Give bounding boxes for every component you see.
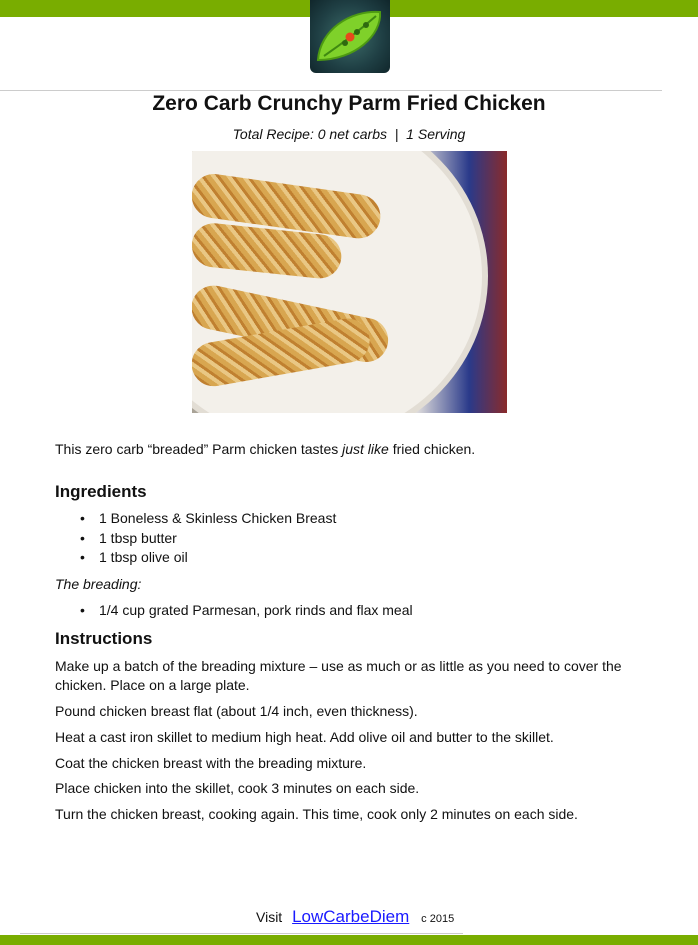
instruction-step: Turn the chicken breast, cooking again. This time, cook only 2 minutes on each side. (55, 806, 578, 822)
intro-paragraph: This zero carb “breaded” Parm chicken tastes just like fried chicken. (55, 441, 476, 457)
instruction-step: Coat the chicken breast with the breading mixture. (55, 755, 367, 771)
visit-label: Visit (256, 909, 283, 925)
list-item: • 1 tbsp butter (80, 530, 336, 550)
footer (256, 907, 454, 927)
bottom-green-bar (0, 935, 698, 945)
ingredients-heading: Ingredients (55, 482, 147, 501)
instruction-step: Pound chicken breast flat (about 1/4 inch, even thickness). (55, 703, 418, 719)
recipe-subtitle: Total Recipe: 0 net carbs | 1 Serving (232, 126, 466, 142)
fried-chicken-photo (192, 151, 507, 413)
header-divider (0, 90, 662, 91)
instruction-step: Place chicken into the skillet, cook 3 minutes on each side. (55, 780, 420, 796)
list-item: • 1 Boneless & Skinless Chicken Breast (80, 510, 336, 530)
instructions-heading: Instructions (55, 629, 153, 648)
instruction-step: Make up a batch of the breading mixture – use as much or as little as you need to cover the chicken. Place on a large plate. (55, 658, 622, 693)
list-item: • 1 tbsp olive oil (80, 549, 336, 569)
instruction-step: Heat a cast iron skillet to medium high heat. Add olive oil and butter to the skillet. (55, 729, 554, 745)
breading-label: The breading: (55, 576, 142, 592)
ingredients-list (80, 510, 336, 569)
footer-divider (20, 933, 463, 934)
list-item: • 1/4 cup grated Parmesan, pork rinds and flax meal (80, 602, 413, 622)
lowcarbediem-link[interactable]: LowCarbeDiem (292, 907, 410, 926)
recipe-title: Zero Carb Crunchy Parm Fried Chicken (152, 92, 546, 115)
breading-list (80, 602, 413, 622)
copyright: c 2015 (421, 913, 455, 925)
pea-pod-logo (310, 0, 390, 73)
